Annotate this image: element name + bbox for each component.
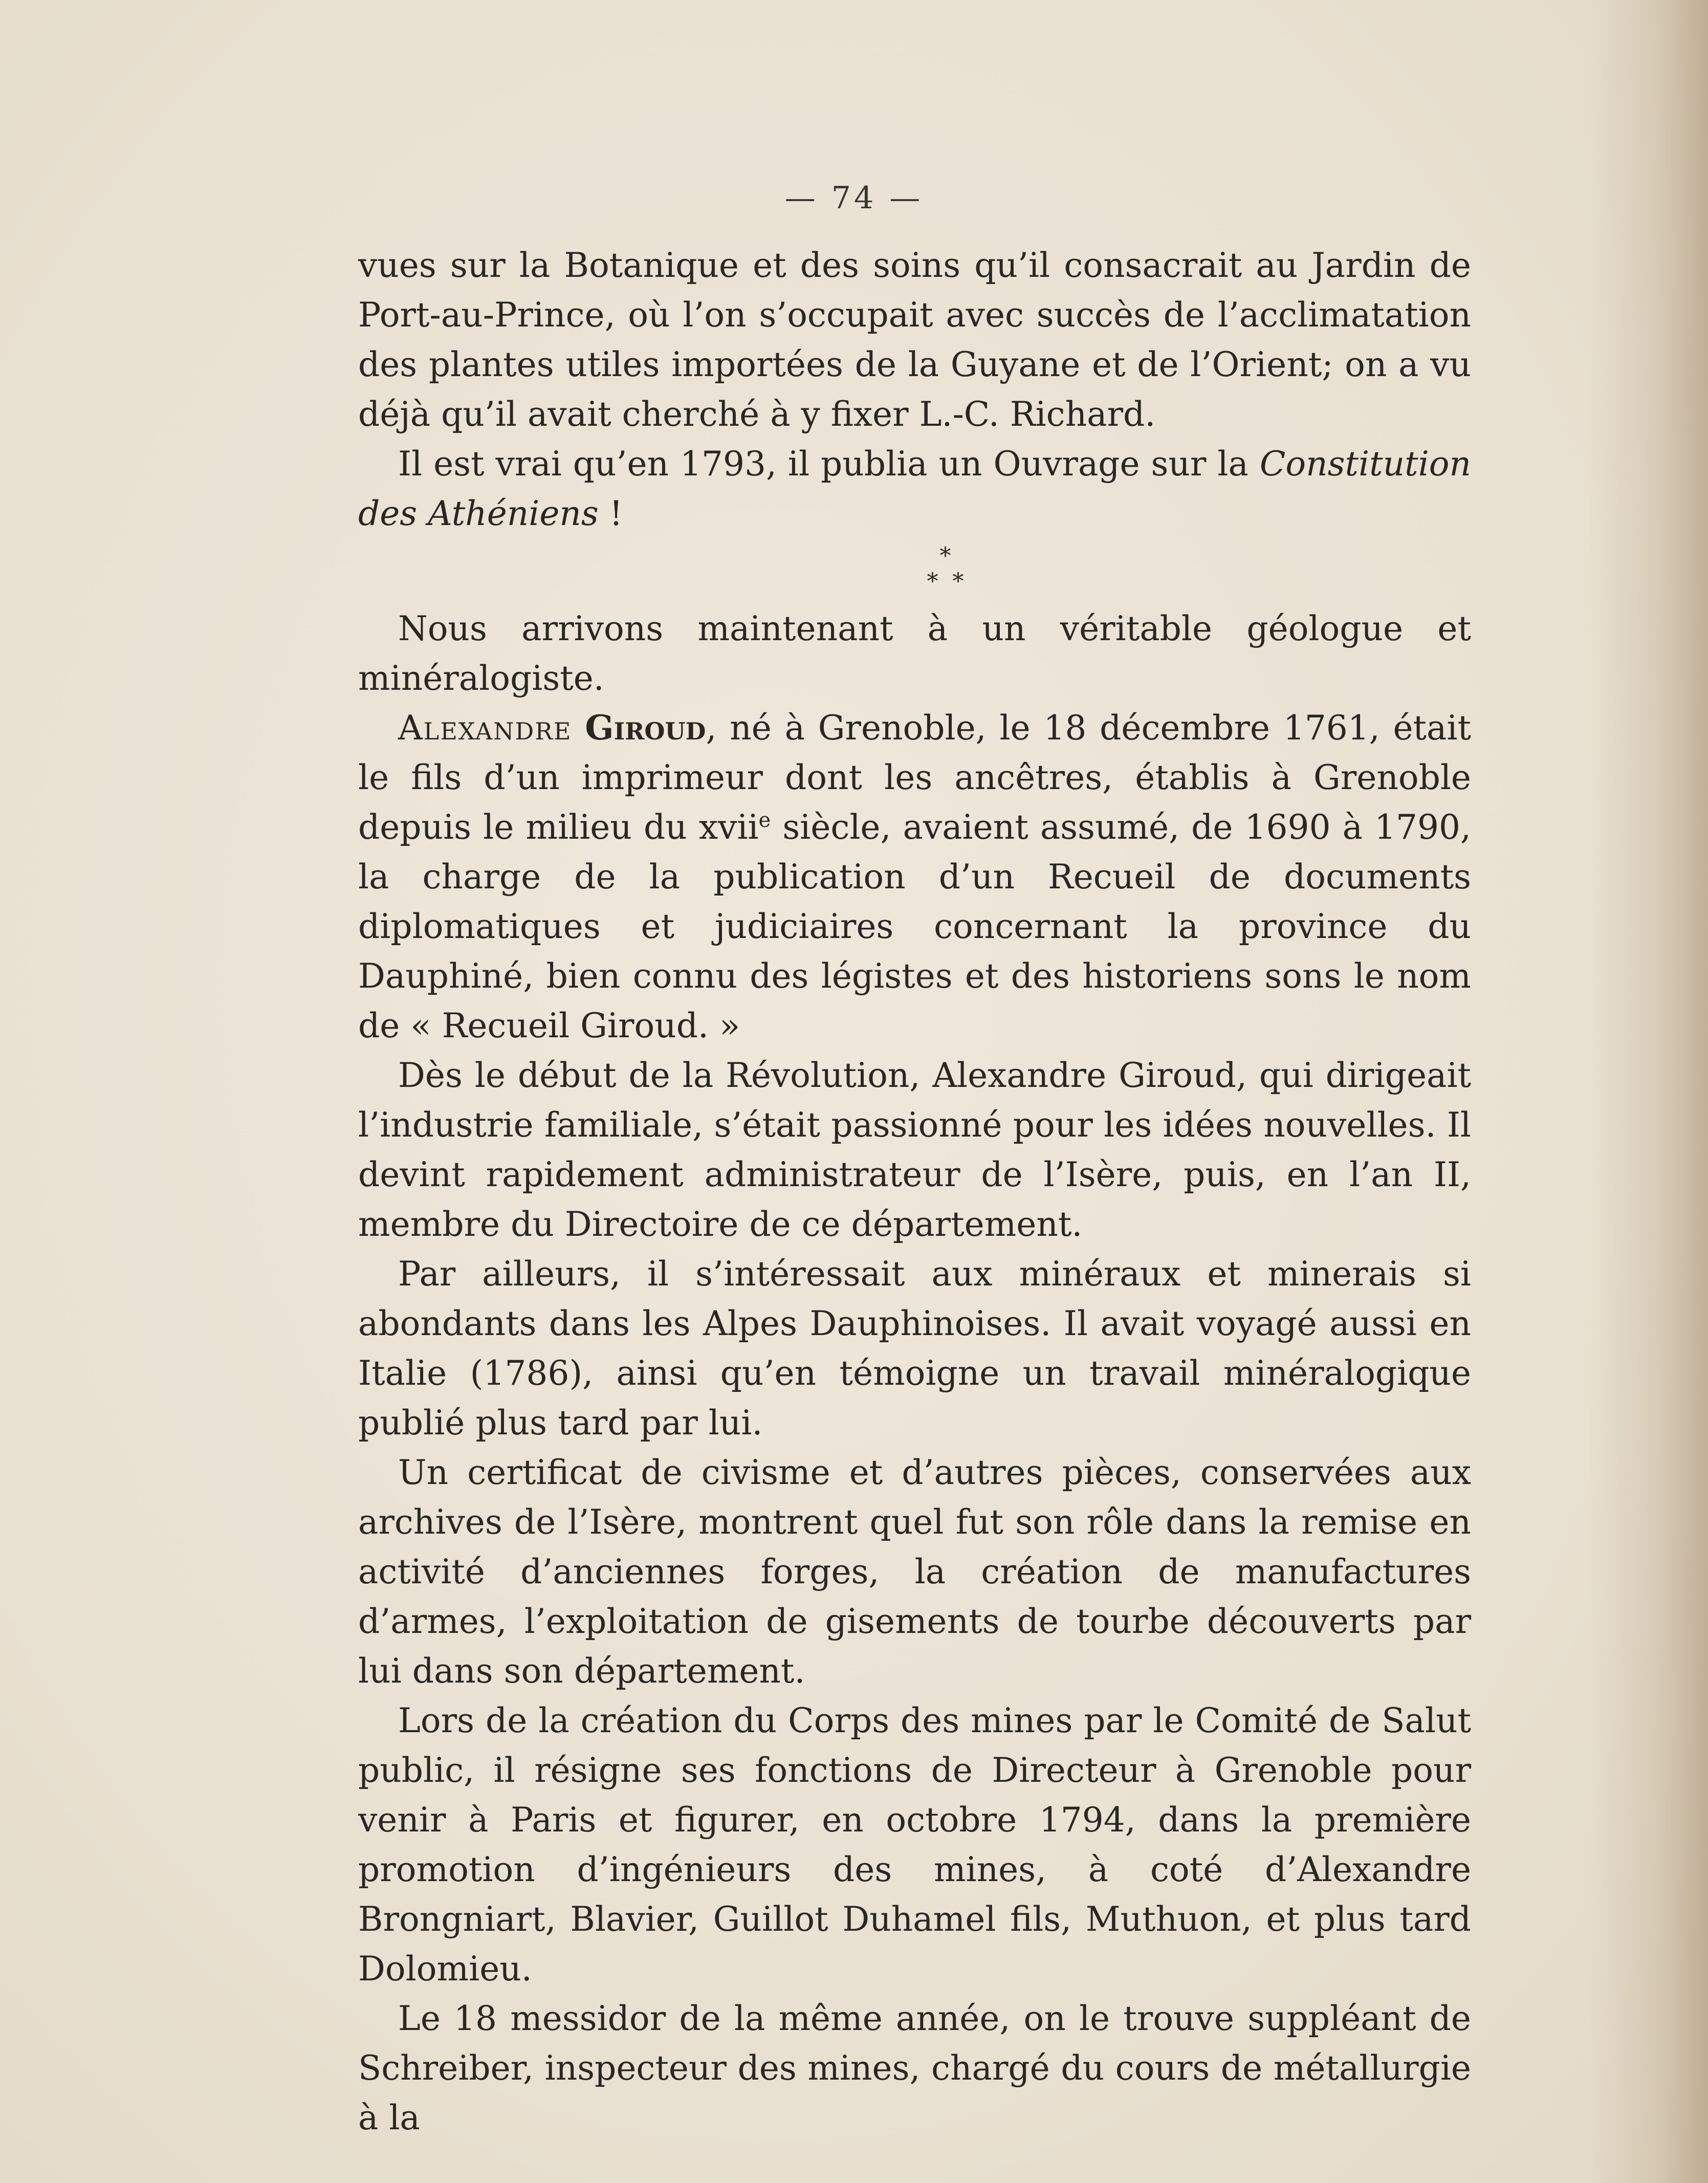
asterism-bottom: * * — [927, 569, 964, 595]
superscript: e — [758, 809, 771, 832]
paragraph-messidor: Le 18 messidor de la même année, on le trouve suppléant de Schreiber, inspecteur des mines, chargé du cours de métallurgie à la — [358, 1999, 1471, 2137]
section-break-asterism — [358, 543, 1471, 595]
paragraph-giroud-bio — [358, 703, 1471, 1051]
last-name: Giroud — [585, 708, 706, 748]
asterism-top: * — [939, 543, 951, 569]
paragraph-text: Il est vrai qu’en 1793, il publia un Ouvrage sur la — [398, 444, 1260, 484]
paragraph-text: ! — [598, 494, 623, 533]
paragraph-constitution — [358, 439, 1471, 538]
paragraph-text: , né à Grenoble, le 18 décembre 1761, était le fils d’un imprimeur dont les ancêtres, établis à Grenoble depuis le milieu du xvii — [358, 708, 1472, 847]
paragraph-continuation: vues sur la Botanique et des soins qu’il consacrait au Jardin de Port-au-Prince, où l’on s’occupait avec succès de l’acclimatation des plantes utiles importées de la Guyane et de l’Orient; on a vu déjà qu’il avait cherché à y fixer L.-C. Richard. — [358, 246, 1471, 434]
paragraph-corps-des-mines: Lors de la création du Corps des mines par le Comité de Salut public, il résigne ses fonctions de Directeur à Grenoble pour venir à Paris et figurer, en octobre 1794, dans la première promotion d’ingénieurs des mines, à coté d’Alexandre Brongniart, Blavier, Guillot Duhamel fils, Muthuon, et plus tard Dolomieu. — [358, 1701, 1471, 1989]
paragraph-minerals: Par ailleurs, il s’intéressait aux minéraux et minerais si abondants dans les Alpes Dauphinoises. Il avait voyagé aussi en Italie (1786), ainsi qu’en témoigne un travail minéralogique publié plus tard par lui. — [358, 1254, 1471, 1443]
paragraph-certificate: Un certificat de civisme et d’autres pièces, conservées aux archives de l’Isère, montrent quel fut son rôle dans la remise en activité d’anciennes forges, la création de manufactures d’armes, l’exploitation de gisements de tourbe découverts par lui dans son département. — [358, 1453, 1471, 1691]
page-number: — 74 — — [784, 180, 924, 216]
paragraph-text: siècle, avaient assumé, de 1690 à 1790, la charge de la publication d’un Recueil de documents diplomatiques et judiciaires concernant la province du Dauphiné, bien connu des légistes et des historiens sons le nom de « Recueil Giroud. » — [358, 807, 1471, 1045]
paragraph-intro-geologist: Nous arrivons maintenant à un véritable géologue et minéralogiste. — [358, 609, 1471, 698]
body-text — [358, 241, 1471, 2143]
paragraph-revolution: Dès le début de la Révolution, Alexandre Giroud, qui dirigeait l’industrie familiale, s’était passionné pour les idées nouvelles. Il devint rapidement administrateur de l’Isère, puis, en l’an II, membre du Directoire de ce département. — [358, 1056, 1471, 1244]
book-title: Constitution des Athéniens — [358, 444, 1471, 533]
first-name: Alexandre — [398, 708, 572, 748]
